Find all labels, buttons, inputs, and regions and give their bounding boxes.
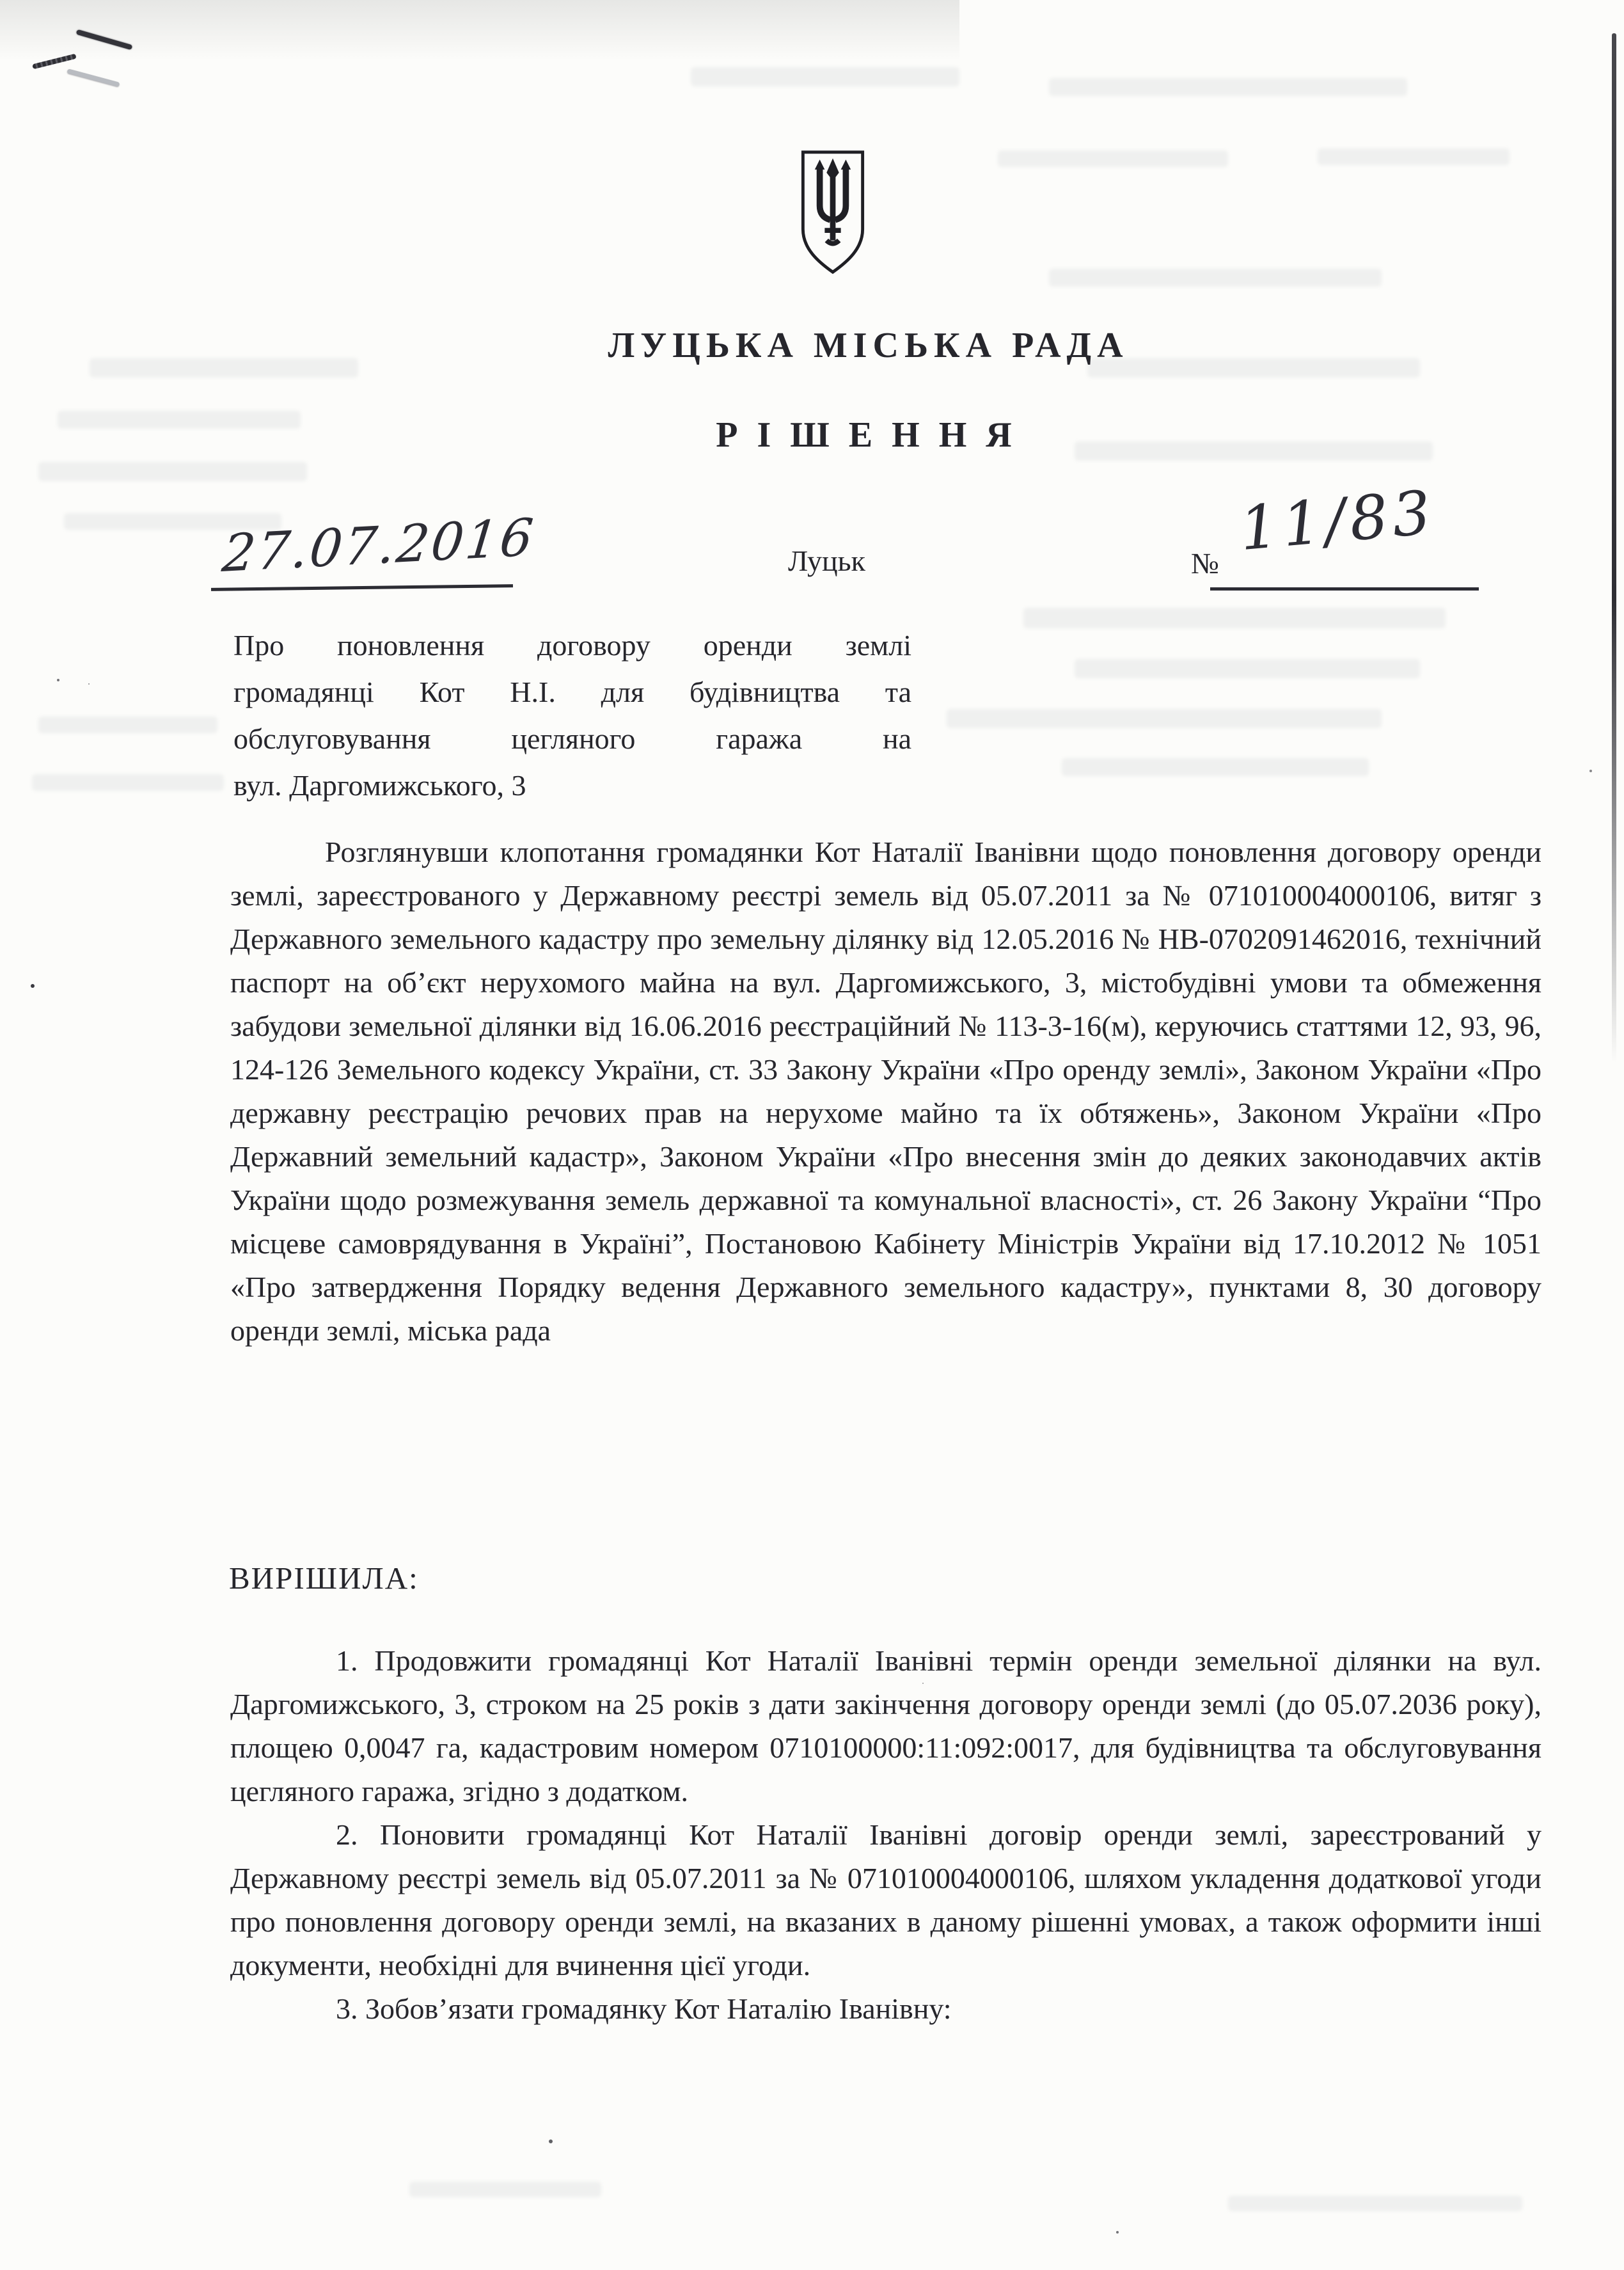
place-name: Луцьк [788, 544, 865, 577]
resolution-item-1: 1. Продовжити громадянці Кот Наталії Іванівні термін оренди земельної ділянки на вул. Даргомижського, 3, строком на 25 років з дати закінчення договору оренди землі (до 05.07.2036 року), площею 0,0047 га, кадастровим номером 0710100000:11:092:0017, для будівництва та обслуговування цегляного гаража, згідно з додатком. [230, 1644, 1541, 1807]
number-sign: № [1191, 547, 1219, 580]
staple-mark-icon [32, 54, 77, 70]
decision-number-handwritten: 11/83 [1236, 477, 1439, 565]
resolution-item-3: 3. Зобов’язати громадянку Кот Наталію Іванівну: [336, 1992, 952, 2025]
staple-mark-icon [76, 29, 133, 50]
subject-line: обслуговування цегляного гаража на [233, 722, 911, 755]
resolution-item-2: 2. Поновити громадянці Кот Наталії Іванівні договір оренди землі, зареєстрований у Державному реєстрі земель від 05.07.2011 за № 071010004000106, шляхом укладення додаткової угоди про поновлення договору оренди землі, на вказаних в даному рішенні умовах, а також оформити інші документи, необхідні для вчинення цієї угоди. [230, 1818, 1541, 1981]
decision-date-handwritten: 27.07.2016 [219, 507, 538, 584]
bleed-through-artifact [32, 774, 224, 791]
bleed-through-artifact [409, 2182, 601, 2197]
scanner-edge-line-artifact [1612, 33, 1616, 1063]
bleed-through-artifact [38, 717, 217, 733]
ukraine-trident-emblem-icon [795, 147, 871, 278]
bleed-through-artifact [998, 150, 1228, 167]
bleed-through-artifact [1318, 148, 1510, 165]
doc-type-heading: РІШЕННЯ [716, 415, 1031, 455]
number-underline [1210, 587, 1479, 591]
bleed-through-artifact [1023, 608, 1446, 628]
scanner-tint-artifact [0, 0, 959, 61]
scan-speck-artifact [31, 984, 35, 988]
staple-mark-icon [67, 68, 120, 87]
date-underline [211, 584, 513, 591]
preamble-paragraph: Розглянувши клопотання громадянки Кот Наталії Іванівни щодо поновлення договору оренди землі, зареєстрованого у Державному реєстрі земель від 05.07.2011 за № 071010004000106, витяг з Державного земельного кадастру про земельну ділянку від 12.05.2016 № НВ-0702091462016, технічний паспорт на об’єкт нерухомого майна на вул. Даргомижського, 3, містобудівні умови та обмеження забудови земельної ділянки від 16.06.2016 реєстраційний № 113-3-16(м), керуючись статтями 12, 93, 96, 124-126 Земельного кодексу України, ст. 33 Закону України «Про оренду землі», Законом України «Про державну реєстрацію речових прав на нерухоме майно та їх обтяжень», Законом України «Про Державний земельний кадастр», Законом України «Про внесення змін до деяких законодавчих актів України щодо розмежування земель державної та комунальної власності», ст. 26 Закону України “Про місцеве самоврядування в Україні”, Постановою Кабінету Міністрів України від 17.10.2012 № 1051 «Про затвердження Порядку ведення Державного земельного кадастру», пунктами 8, 30 договору оренди землі, міська рада [230, 836, 1541, 1347]
subject-block [233, 622, 911, 809]
bleed-through-artifact [38, 462, 307, 481]
bleed-through-artifact [1049, 78, 1407, 96]
bleed-through-artifact [1228, 2196, 1522, 2211]
bleed-through-artifact [691, 67, 959, 86]
subject-line: Про поновлення договору оренди землі [233, 629, 911, 662]
bleed-through-artifact [1049, 269, 1382, 287]
resolution-items [230, 1639, 1541, 2031]
bleed-through-artifact [947, 709, 1382, 728]
subject-line: громадянці Кот Н.І. для будівництва та [233, 676, 911, 708]
org-name: ЛУЦЬКА МІСЬКА РАДА [608, 326, 1129, 365]
bleed-through-artifact [1062, 758, 1369, 776]
resolved-heading: ВИРІШИЛА: [229, 1560, 419, 1596]
subject-line: вул. Даргомижського, 3 [233, 769, 526, 802]
bleed-through-artifact [1075, 659, 1420, 678]
